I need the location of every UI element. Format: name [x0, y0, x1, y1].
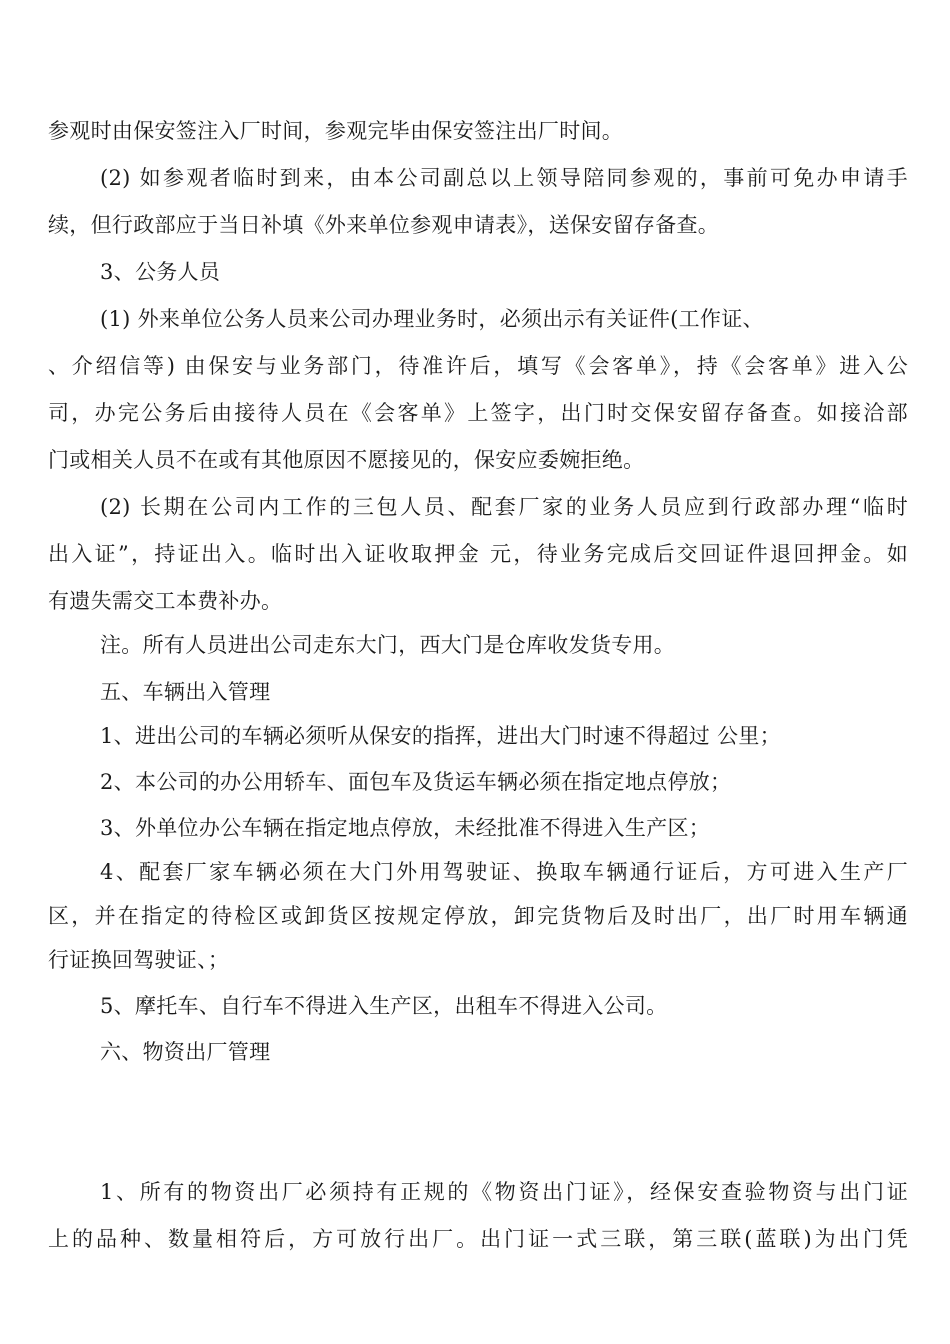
text-line: 2、本公司的办公用轿车、面包车及货运车辆必须在指定地点停放； — [100, 770, 732, 794]
note-line: 注。所有人员进出公司走东大门，西大门是仓库收发货专用。 — [100, 633, 676, 657]
text-line: 1、所有的物资出厂必须持有正规的《物资出门证》，经保安查验物资与出门证 — [100, 1180, 908, 1204]
text-line: (2) 长期在公司内工作的三包人员、配套厂家的业务人员应到行政部办理“临时 — [100, 495, 908, 519]
text-line: 3、外单位办公车辆在指定地点停放，未经批准不得进入生产区； — [100, 816, 711, 840]
text-line: (2) 如参观者临时到来，由本公司副总以上领导陪同参观的，事前可免办申请手 — [100, 166, 908, 190]
text-line: 区，并在指定的待检区或卸货区按规定停放，卸完货物后及时出厂，出厂时用车辆通 — [48, 904, 908, 928]
text-line: 司，办完公务后由接待人员在《会客单》上签字，出门时交保安留存备查。如接洽部 — [48, 401, 908, 425]
section-heading: 3、公务人员 — [100, 260, 221, 284]
text-line: 4、配套厂家车辆必须在大门外用驾驶证、换取车辆通行证后，方可进入生产厂 — [100, 860, 908, 884]
text-line: 5、摩托车、自行车不得进入生产区，出租车不得进入公司。 — [100, 994, 668, 1018]
text-line: 、介绍信等) 由保安与业务部门，待准许后，填写《会客单》，持《会客单》进入公 — [48, 354, 908, 378]
text-line: 上的品种、数量相符后，方可放行出厂。出门证一式三联，第三联(蓝联)为出门凭 — [48, 1227, 908, 1251]
text-line: 行证换回驾驶证、； — [48, 948, 230, 972]
text-line: 参观时由保安签注入厂时间，参观完毕由保安签注出厂时间。 — [48, 119, 624, 143]
text-line: 续，但行政部应于当日补填《外来单位参观申请表》，送保安留存备查。 — [48, 213, 720, 237]
section-heading: 五、车辆出入管理 — [100, 680, 271, 704]
text-line: 出入证”，持证出入。临时出入证收取押金 元，待业务完成后交回证件退回押金。如 — [48, 542, 908, 566]
text-line: 有遗失需交工本费补办。 — [48, 589, 283, 613]
text-line: 门或相关人员不在或有其他原因不愿接见的，保安应委婉拒绝。 — [48, 448, 645, 472]
section-heading: 六、物资出厂管理 — [100, 1040, 271, 1064]
text-line: 1、进出公司的车辆必须听从保安的指挥，进出大门时速不得超过 公里； — [100, 724, 781, 748]
text-line: (1) 外来单位公务人员来公司办理业务时，必须出示有关证件(工作证、 — [100, 307, 764, 331]
